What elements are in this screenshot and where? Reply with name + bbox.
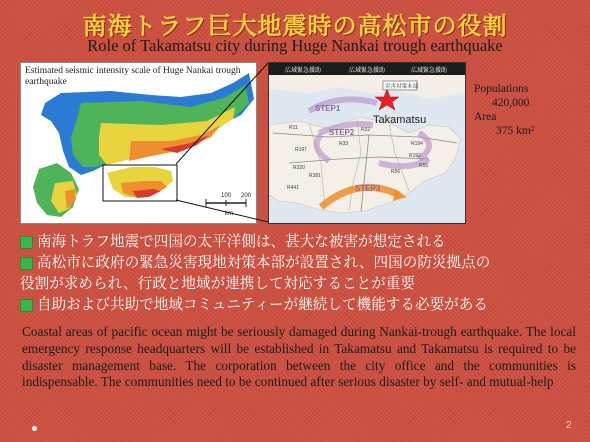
- bullet-text: 自助および共助で地域コミュニティーが継続して機能する必要がある: [37, 296, 488, 313]
- bullet-text: 高松市に政府の緊急災害現地対策本部が設置され、四国の防災拠点の: [37, 254, 491, 271]
- route-label: R194: [411, 141, 423, 147]
- area-value: 375 km²: [496, 125, 535, 137]
- english-summary-paragraph: Coastal areas of pacific ocean might be seriously damaged during Nankai-trough earthquake. The local emergency response headquarters will be established in Takamatsu and Takamatsu is required to be disaster management base. The corporation between the city office and the communities is indispensable. The communities need to be continued after serious disaster by self- and mutual-help: [22, 324, 576, 390]
- footer-dot-icon: [32, 426, 37, 431]
- route-label: R441: [287, 185, 299, 191]
- bullet-item-2-continuation: [20, 274, 580, 294]
- route-label: R381: [309, 173, 321, 179]
- bullet-item-2: [20, 253, 580, 273]
- population-value: 420,000: [492, 97, 530, 109]
- japanese-bullet-list: [20, 232, 580, 316]
- route-label: R192: [409, 153, 421, 159]
- city-stats: [474, 82, 584, 138]
- bullet-item-1: [20, 232, 580, 252]
- step2-label: STEP2: [329, 128, 355, 137]
- step3-label: STEP3: [355, 184, 381, 193]
- slide-title-japanese: 南海トラフ巨大地震時の高松市の役割: [82, 12, 508, 40]
- route-label: R55: [419, 163, 429, 169]
- route-label: R32: [361, 127, 371, 133]
- population-label: Populations: [474, 83, 529, 95]
- hq-label: 災害対策本部: [385, 84, 419, 90]
- header-label-1: 広域緊急援助: [285, 67, 322, 74]
- takamatsu-city-label: Takamatsu: [373, 114, 427, 126]
- bullet-text: 南海トラフ地震で四国の太平洋側は、甚大な被害が想定される: [37, 233, 446, 250]
- shikoku-route-map-graphic: [269, 63, 465, 223]
- route-label: R11: [289, 125, 298, 131]
- route-label: R197: [295, 147, 307, 153]
- page-number: 2: [566, 420, 572, 431]
- seismic-map-caption: Estimated seismic intensity scale of Huge Nankai trough earthquake: [25, 66, 241, 87]
- header-label-3: 広域緊急援助: [411, 67, 448, 74]
- route-label: R33: [339, 141, 349, 147]
- route-label: R56: [391, 169, 401, 175]
- scale-unit: km: [225, 211, 233, 217]
- scale-label-100: 100: [221, 193, 232, 199]
- bullet-text: 役割が求められ、行政と地域が連携して対応することが重要: [20, 275, 415, 292]
- green-square-bullet-icon: [20, 299, 33, 312]
- header-label-2: 広域緊急援助: [349, 67, 386, 74]
- takamatsu-response-map: [268, 62, 466, 224]
- route-label: R320: [293, 165, 305, 171]
- scale-label-200: 200: [241, 193, 252, 199]
- step1-label: STEP1: [315, 104, 341, 113]
- green-square-bullet-icon: [20, 257, 33, 270]
- area-label: Area: [474, 111, 497, 123]
- green-square-bullet-icon: [20, 236, 33, 249]
- bullet-item-3: [20, 295, 580, 315]
- slide-title-english: Role of Takamatsu city during Huge Nankai trough earthquake: [87, 36, 503, 55]
